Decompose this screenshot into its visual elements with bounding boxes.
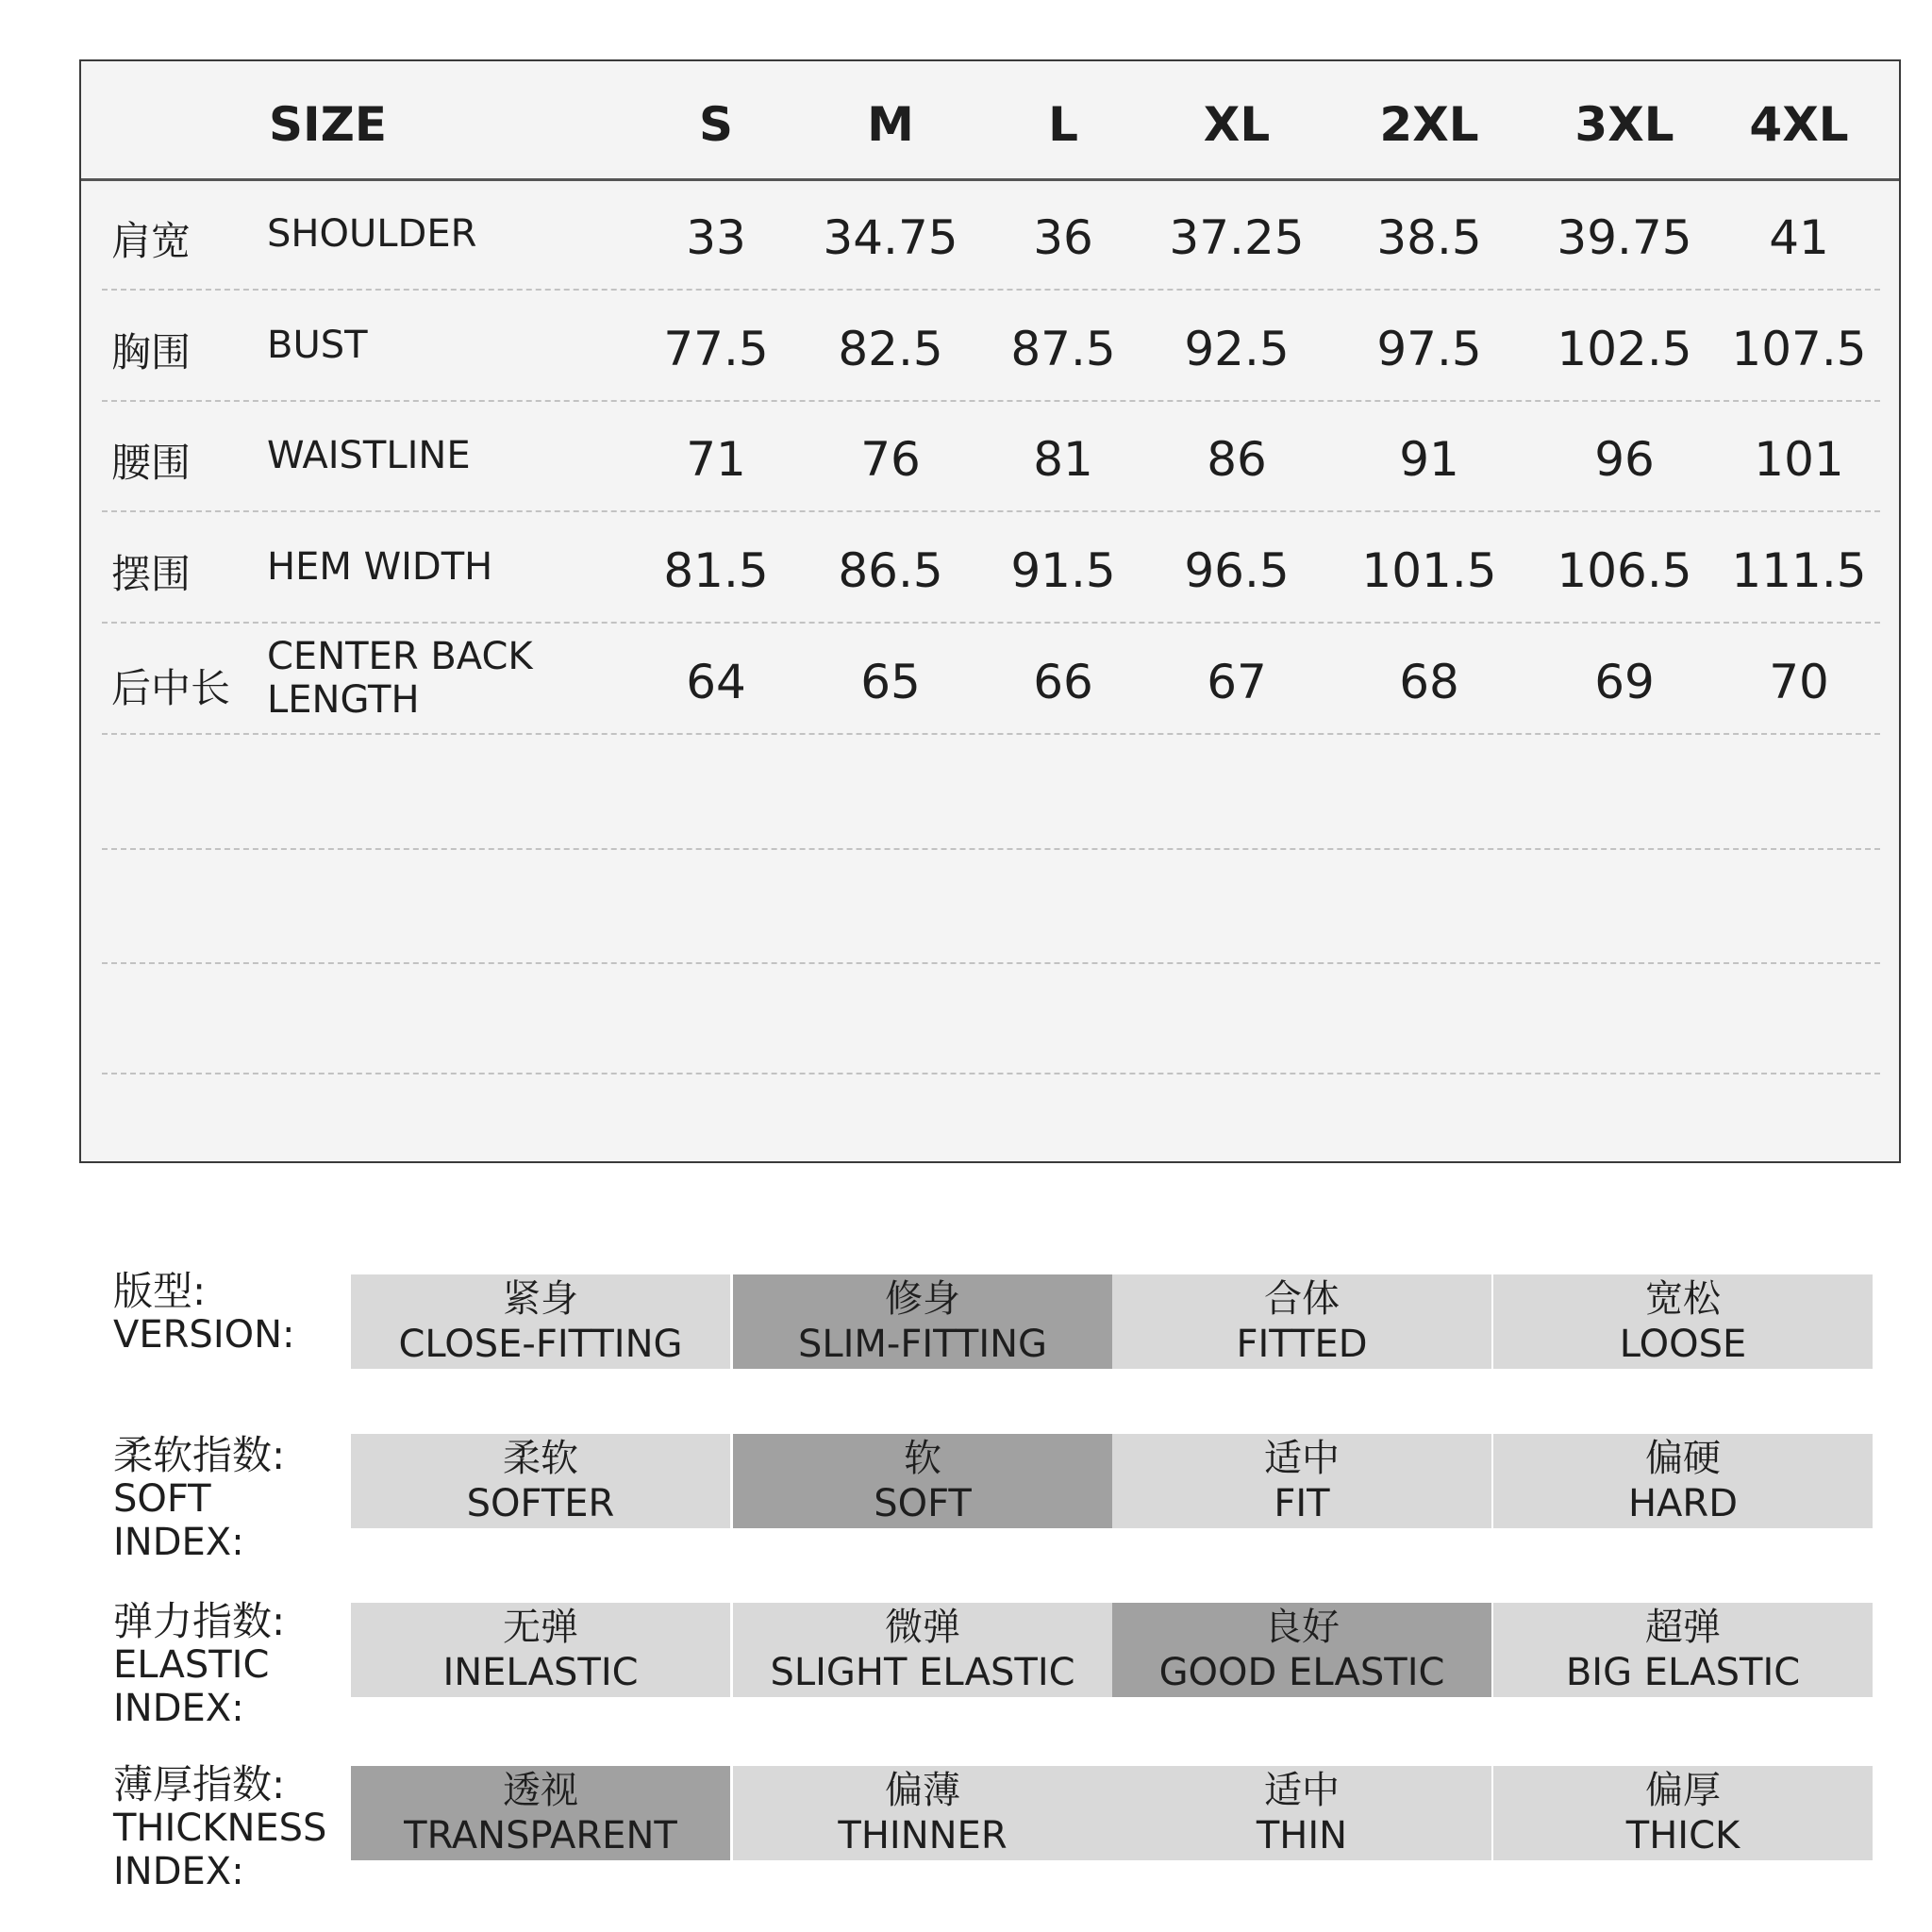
measurement-value: 77.5 <box>663 322 769 376</box>
option-label-en: THICK <box>1625 1814 1740 1857</box>
option-label-zh: 透视 <box>503 1769 578 1812</box>
option-label-zh: 软 <box>904 1437 941 1480</box>
measurement-row <box>81 179 1899 291</box>
measurement-value: 39.75 <box>1557 210 1692 265</box>
option-label-en: TRANSPARENT <box>404 1814 677 1857</box>
option-label-zh: 柔软 <box>503 1437 578 1480</box>
measurement-value: 106.5 <box>1557 543 1692 598</box>
option-label-en: THIN <box>1256 1814 1348 1857</box>
measurement-name-en-line: CENTER BACK <box>267 635 533 678</box>
measurement-value: 64 <box>686 655 746 709</box>
attribute-label-en: INDEX: <box>113 1687 244 1730</box>
option-label-en: SLIGHT ELASTIC <box>770 1651 1075 1694</box>
attribute-label-en: VERSION: <box>113 1313 295 1357</box>
attribute-label-zh: 薄厚指数: <box>113 1761 286 1807</box>
measurement-value: 71 <box>686 432 746 487</box>
option-label-en: INELASTIC <box>442 1651 639 1694</box>
option-label-en: GOOD ELASTIC <box>1158 1651 1445 1694</box>
measurement-name-zh: 摆围 <box>111 551 192 597</box>
size-header-label: SIZE <box>269 97 388 152</box>
attribute-label <box>113 1763 326 1893</box>
measurement-value: 86.5 <box>838 543 943 598</box>
size-header-l: L <box>1048 97 1078 152</box>
option-label-en: CLOSE-FITTING <box>398 1323 683 1366</box>
measurement-value: 41 <box>1769 210 1829 265</box>
measurement-value: 33 <box>686 210 746 265</box>
table-divider <box>102 962 1880 964</box>
attribute-option <box>1112 1766 1491 1860</box>
measurement-value: 65 <box>860 655 921 709</box>
measurement-value: 70 <box>1769 655 1829 709</box>
option-label-en: BIG ELASTIC <box>1565 1651 1801 1694</box>
table-divider <box>102 848 1880 850</box>
option-label-zh: 修身 <box>885 1277 960 1321</box>
table-divider <box>102 1073 1880 1074</box>
attribute-option <box>1493 1274 1873 1369</box>
measurement-value: 97.5 <box>1376 322 1482 376</box>
option-label-en: SOFTER <box>466 1482 615 1525</box>
attribute-label-en: SOFT <box>113 1477 211 1521</box>
option-label-en: HARD <box>1627 1482 1739 1525</box>
row-divider <box>102 733 1880 735</box>
option-label-zh: 良好 <box>1264 1606 1340 1649</box>
measurement-value: 96 <box>1594 432 1655 487</box>
measurement-value: 69 <box>1594 655 1655 709</box>
attribute-option-selected <box>733 1434 1112 1528</box>
option-label-zh: 无弹 <box>503 1606 578 1649</box>
attribute-label-en: ELASTIC <box>113 1643 270 1687</box>
attribute-option <box>1493 1434 1873 1528</box>
attribute-option <box>733 1603 1112 1697</box>
measurement-value: 102.5 <box>1557 322 1692 376</box>
measurement-value: 67 <box>1207 655 1267 709</box>
attribute-label-zh: 弹力指数: <box>113 1598 286 1644</box>
option-label-en: FITTED <box>1236 1323 1368 1366</box>
attribute-option-selected <box>733 1274 1112 1369</box>
attribute-option <box>1493 1603 1873 1697</box>
measurement-row <box>81 624 1899 735</box>
measurement-value: 91 <box>1399 432 1459 487</box>
size-header-xl: XL <box>1203 97 1271 152</box>
attribute-label <box>113 1600 285 1730</box>
measurement-name-en <box>267 212 476 256</box>
option-label-zh: 偏薄 <box>885 1769 960 1812</box>
measurement-row <box>81 512 1899 624</box>
measurement-name-en <box>267 635 533 722</box>
measurement-name-en <box>267 545 492 589</box>
attribute-label-en: INDEX: <box>113 1521 244 1564</box>
attribute-option <box>1112 1434 1491 1528</box>
measurement-value: 92.5 <box>1184 322 1290 376</box>
measurement-value: 81 <box>1033 432 1093 487</box>
measurement-value: 82.5 <box>838 322 943 376</box>
option-label-zh: 适中 <box>1264 1437 1340 1480</box>
option-label-en: LOOSE <box>1619 1323 1747 1366</box>
measurement-name-en <box>267 434 471 477</box>
option-label-zh: 超弹 <box>1645 1606 1721 1649</box>
measurement-name-en-line: WAISTLINE <box>267 434 471 477</box>
option-label-en: SLIM-FITTING <box>797 1323 1048 1366</box>
measurement-name-zh: 后中长 <box>111 665 231 711</box>
measurement-value: 68 <box>1399 655 1459 709</box>
attribute-option-selected <box>1112 1603 1491 1697</box>
measurement-value: 37.25 <box>1169 210 1305 265</box>
attribute-option <box>1493 1766 1873 1860</box>
measurement-value: 34.75 <box>823 210 958 265</box>
measurement-value: 87.5 <box>1010 322 1116 376</box>
size-header-4xl: 4XL <box>1749 97 1849 152</box>
measurement-value: 76 <box>860 432 921 487</box>
size-header-s: S <box>698 97 734 152</box>
option-label-zh: 宽松 <box>1645 1277 1721 1321</box>
attribute-option <box>351 1274 730 1369</box>
measurement-value: 101.5 <box>1361 543 1497 598</box>
option-label-zh: 偏硬 <box>1645 1437 1721 1480</box>
size-header-m: M <box>867 97 914 152</box>
option-label-zh: 微弹 <box>885 1606 960 1649</box>
measurement-value: 81.5 <box>663 543 769 598</box>
measurement-value: 38.5 <box>1376 210 1482 265</box>
measurement-value: 86 <box>1207 432 1267 487</box>
attribute-label <box>113 1270 295 1357</box>
measurement-name-en-line: LENGTH <box>267 678 420 722</box>
measurement-value: 66 <box>1033 655 1093 709</box>
measurement-value: 96.5 <box>1184 543 1290 598</box>
option-label-en: SOFT <box>874 1482 972 1525</box>
measurement-value: 36 <box>1033 210 1093 265</box>
size-header-2xl: 2XL <box>1379 97 1479 152</box>
attribute-label-zh: 版型: <box>113 1268 207 1314</box>
attribute-label-en: THICKNESS <box>113 1807 327 1850</box>
measurement-name-en-line: BUST <box>267 324 368 367</box>
option-label-en: THINNER <box>838 1814 1008 1857</box>
attribute-label-en: INDEX: <box>113 1850 244 1893</box>
measurement-name-en-line: HEM WIDTH <box>267 545 493 589</box>
measurement-value: 107.5 <box>1731 322 1867 376</box>
attribute-option <box>351 1434 730 1528</box>
size-header-row <box>81 61 1899 181</box>
measurement-name-en <box>267 324 368 367</box>
option-label-en: FIT <box>1274 1482 1330 1525</box>
size-chart-table <box>79 59 1901 1163</box>
measurement-value: 111.5 <box>1731 543 1867 598</box>
measurement-name-zh: 肩宽 <box>111 218 192 264</box>
option-label-zh: 合体 <box>1264 1277 1340 1321</box>
option-label-zh: 紧身 <box>503 1277 578 1321</box>
measurement-name-zh: 胸围 <box>111 329 192 375</box>
attribute-option <box>351 1603 730 1697</box>
measurement-name-zh: 腰围 <box>111 440 192 486</box>
attribute-label <box>113 1434 285 1564</box>
attribute-option-selected <box>351 1766 730 1860</box>
attribute-label-zh: 柔软指数: <box>113 1432 286 1478</box>
measurement-value: 101 <box>1754 432 1844 487</box>
option-label-zh: 适中 <box>1264 1769 1340 1812</box>
measurement-row <box>81 401 1899 512</box>
attribute-option <box>1112 1274 1491 1369</box>
option-label-zh: 偏厚 <box>1645 1769 1721 1812</box>
attribute-option <box>733 1766 1112 1860</box>
measurement-name-en-line: SHOULDER <box>267 212 477 256</box>
measurement-value: 91.5 <box>1010 543 1116 598</box>
measurement-row <box>81 291 1899 402</box>
size-header-3xl: 3XL <box>1574 97 1674 152</box>
